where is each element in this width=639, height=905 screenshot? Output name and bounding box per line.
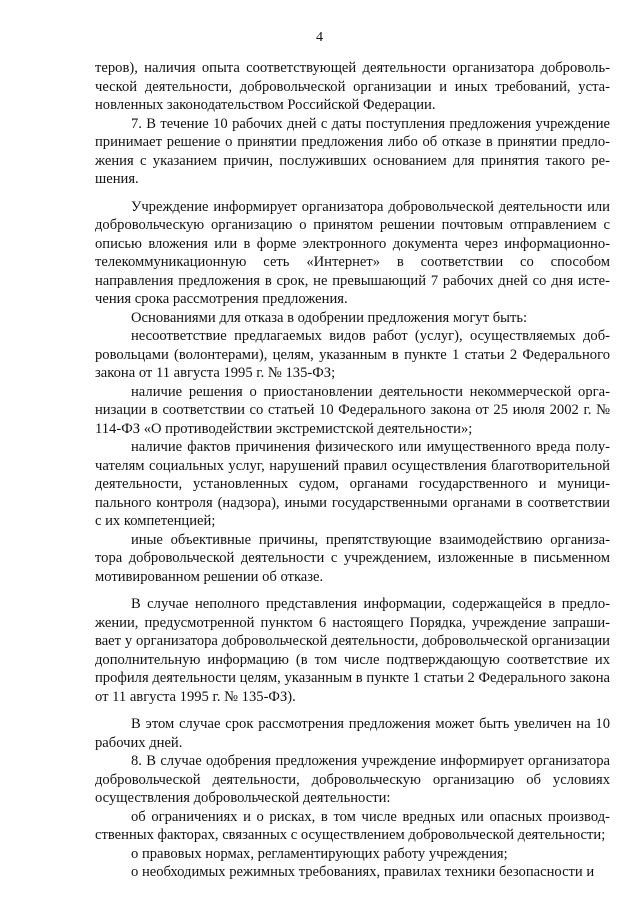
paragraph: иные объективные причины, препятствующие взаимодействию организатора добровольческой деятельности с учреждением, изложенные в письменном мотивированном решении об отказе. [95,531,610,585]
paragraph: о правовых нормах, регламентирующих работу учреждения; [131,845,508,862]
paragraph: В этом случае срок рассмотрения предложения может быть увеличен на 10 рабочих дней. [95,716,610,751]
paragraph: Учреждение информирует организатора добровольческой деятельности или добровольческую организацию о принятом решении почтовым отправлением с описью вложения или в форме электронного документа через информационно-телекоммуникационную сеть «Интернет» в соответствии со способом направления предложения в срок, не превышающий 7 рабочих дней со дня истечения срока рассмотрения предложения. [95,198,610,307]
paragraph: об ограничениях и о рисках, в том числе вредных или опасных производственных факторах, связанных с осуществлением добровольческой деятельности; [95,808,610,843]
paragraph: Основаниями для отказа в одобрении предложения могут быть: [131,309,528,326]
paragraph: о необходимых режимных требованиях, правилах техники безопасности и [131,864,595,880]
page-number: 4 [316,30,323,45]
document-body [95,59,610,882]
paragraph: наличие фактов причинения физического или имущественного вреда получателям социальных услуг, нарушений правил осуществления благотворительной деятельности, установленных судом, органами государственного и муниципального контроля (надзора), иными государственными органами в соответствии с их компетенцией; [95,439,610,529]
paragraph: 7. В течение 10 рабочих дней с даты поступления предложения учреждение принимает решение о принятии предложения либо об отказе в принятии предложения с указанием причин, послуживших основанием для принятия такого решения. [95,115,610,187]
paragraph: 8. В случае одобрения предложения учреждение информирует организатора добровольческой деятельности, добровольческую организацию об условиях осуществления добровольческой деятельности: [95,753,610,806]
paragraph: несоответствие предлагаемых видов работ (услуг), осуществляемых добровольцами (волонтерами), целям, указанным в пункте 1 статьи 2 Федерального закона от 11 августа 1995 г. № 135-ФЗ; [95,328,610,381]
paragraph: наличие решения о приостановлении деятельности некоммерческой организации в соответствии со статьей 10 Федерального закона от 25 июля 2002 г. № 114-ФЗ «О противодействии экстремистской деятельности»; [95,383,610,437]
paragraph: теров), наличия опыта соответствующей деятельности организатора добровольческой деятельности, добровольческой организации и иных требований, установленных законодательством Российской Федерации. [95,60,610,113]
paragraph: В случае неполного представления информации, содержащейся в предложении, предусмотренной пунктом 6 настоящего Порядка, учреждение запрашивает у организатора добровольческой деятельности, добровольческой организации дополнительную информацию (в том числе подтверждающую соответствие их профиля деятельности целям, указанным в пункте 1 статьи 2 Федерального закона от 11 августа 1995 г. № 135-ФЗ). [95,596,610,705]
